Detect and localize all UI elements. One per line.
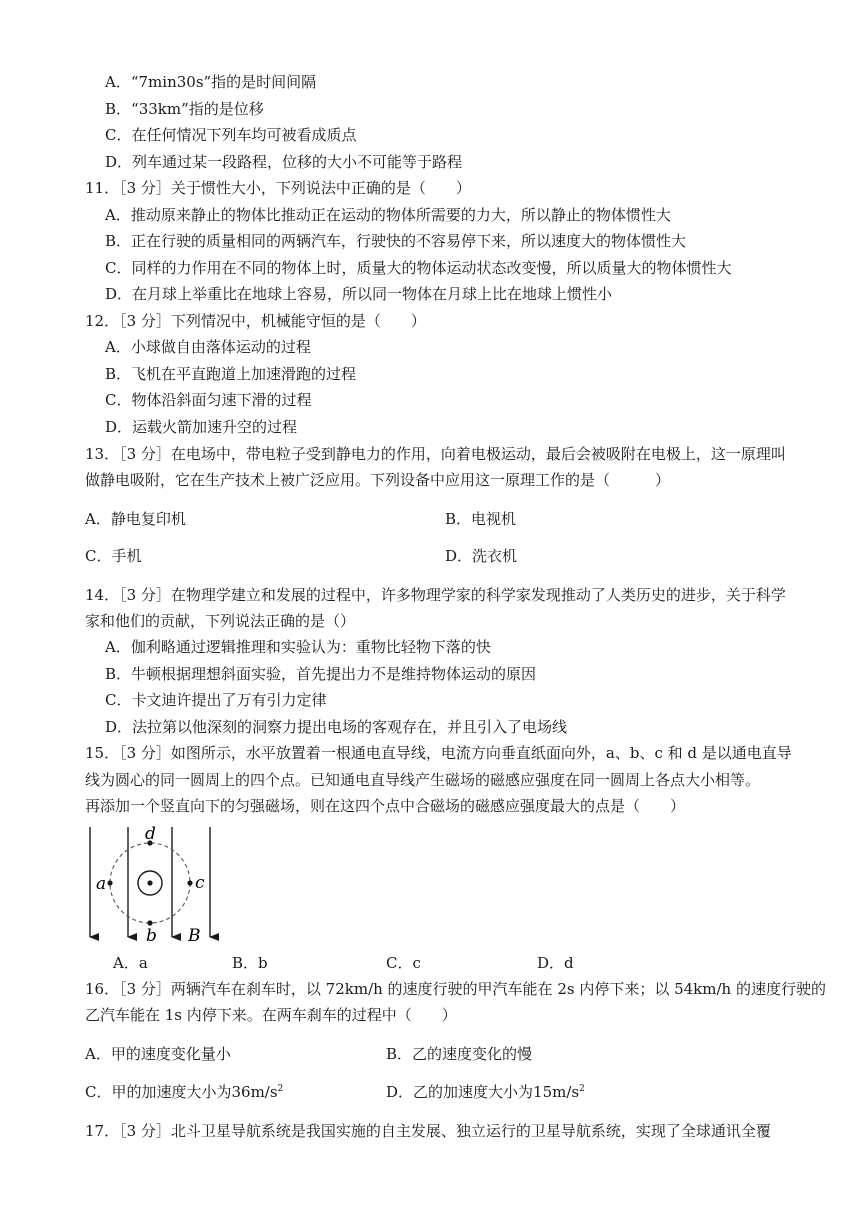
q13-option-a: A．静电复印机 — [85, 510, 186, 528]
q11-option-c: C．同样的力作用在不同的物体上时，质量大的物体运动状态改变慢，所以质量大的物体惯性大 — [105, 259, 732, 277]
q12-option-c: C．物体沿斜面匀速下滑的过程 — [105, 391, 312, 409]
label-b: b — [146, 926, 157, 945]
label-d: d — [145, 825, 156, 844]
q15-option-c: C．c — [386, 954, 421, 972]
q11-option-b: B．正在行驶的质量相同的两辆汽车，行驶快的不容易停下来，所以速度大的物体惯性大 — [105, 232, 687, 250]
point-a — [107, 880, 112, 885]
q14-stem-line-1: 14．［3 分］在物理学建立和发展的过程中，许多物理学家的科学家发现推动了人类历史的进步，关于科学 — [85, 586, 786, 604]
superscript-2: 2 — [579, 1084, 585, 1094]
q16-option-d: D．乙的加速度大小为$15m/s^2$ — [386, 1083, 585, 1101]
q10-option-c: C．在任何情况下列车均可被看成质点 — [105, 126, 357, 144]
q12-stem: 12．［3 分］下列情况中，机械能守恒的是（ ） — [85, 312, 426, 330]
superscript-2: 2 — [277, 1084, 284, 1094]
q10-option-a: A．“7min30s”指的是时间间隔 — [105, 73, 317, 91]
q12-option-b: B．飞机在平直跑道上加速滑跑的过程 — [105, 365, 357, 383]
q15-stem-line-3: 再添加一个竖直向下的匀强磁场，则在这四个点中合磁场的磁感应强度最大的点是（ ） — [85, 797, 686, 815]
q14-option-b: B．牛顿根据理想斜面实验，首先提出力不是维持物体运动的原因 — [105, 665, 537, 683]
q17-stem-line-1: 17．［3 分］北斗卫星导航系统是我国实施的自主发展、独立运行的卫星导航系统，实现了全球通讯全覆 — [85, 1122, 771, 1140]
q15-option-a: A．a — [113, 954, 148, 972]
q13-stem-line-1: 13．［3 分］在电场中，带电粒子受到静电力的作用，向着电极运动，最后会被吸附在电极上，这一原理叫 — [85, 445, 786, 463]
q13-stem-line-2: 做静电吸附，它在生产技术上被广泛应用。下列设备中应用这一原理工作的是（ ） — [85, 471, 671, 489]
q15-option-b: B．b — [232, 954, 268, 972]
q16-option-a: A．甲的速度变化量小 — [85, 1045, 231, 1063]
q10-option-b: B．“33km”指的是位移 — [105, 100, 264, 118]
q15-stem-line-1: 15．［3 分］如图所示，水平放置着一根通电直导线，电流方向垂直纸面向外，a、b、c 和 d 是以通电直导 — [85, 744, 792, 762]
q12-option-a: A．小球做自由落体运动的过程 — [105, 338, 311, 356]
q14-option-a: A．伽利略通过逻辑推理和实验认为：重物比轻物下落的快 — [105, 638, 491, 656]
q11-option-d: D．在月球上举重比在地球上容易，所以同一物体在月球上比在地球上惯性小 — [105, 285, 613, 303]
q16-option-c: C．甲的加速度大小为$36m/s^2$ — [85, 1083, 284, 1101]
label-c: c — [195, 873, 205, 893]
q13-option-c: C．手机 — [85, 547, 142, 565]
q16-option-b: B．乙的速度变化的慢 — [386, 1045, 533, 1063]
point-c — [187, 880, 192, 885]
q10-option-d: D．列车通过某一段路程，位移的大小不可能等于路程 — [105, 153, 463, 171]
q16-stem-line-2: 乙汽车能在 1s 内停下来。在两车刹车的过程中（ ） — [85, 1006, 457, 1024]
magnetic-field-figure — [80, 825, 220, 945]
q11-option-a: A．推动原来静止的物体比推动正在运动的物体所需要的力大，所以静止的物体惯性大 — [105, 206, 671, 224]
q14-option-d: D．法拉第以他深刻的洞察力提出电场的客观存在，并且引入了电场线 — [105, 718, 568, 736]
q15-option-d: D．d — [537, 954, 574, 972]
q16-stem-line-1: 16．［3 分］两辆汽车在刹车时，以 72km/h 的速度行驶的甲汽车能在 2s 内停下来；以 54km/h 的速度行驶的 — [85, 980, 826, 998]
q13-option-b: B．电视机 — [445, 510, 517, 528]
q14-stem-line-2: 家和他们的贡献，下列说法正确的是（） — [85, 612, 356, 630]
point-b — [147, 920, 152, 925]
q12-option-d: D．运载火箭加速升空的过程 — [105, 418, 298, 436]
label-a: a — [96, 874, 107, 894]
q11-stem: 11．［3 分］关于惯性大小，下列说法中正确的是（ ） — [85, 179, 471, 197]
q13-option-d: D．洗衣机 — [445, 547, 518, 565]
label-field-B: B — [188, 926, 201, 945]
q15-stem-line-2: 线为圆心的同一圆周上的四个点。已知通电直导线产生磁场的磁感应强度在同一圆周上各点大小相等。 — [85, 771, 761, 789]
q14-option-c: C．卡文迪许提出了万有引力定律 — [105, 691, 327, 709]
